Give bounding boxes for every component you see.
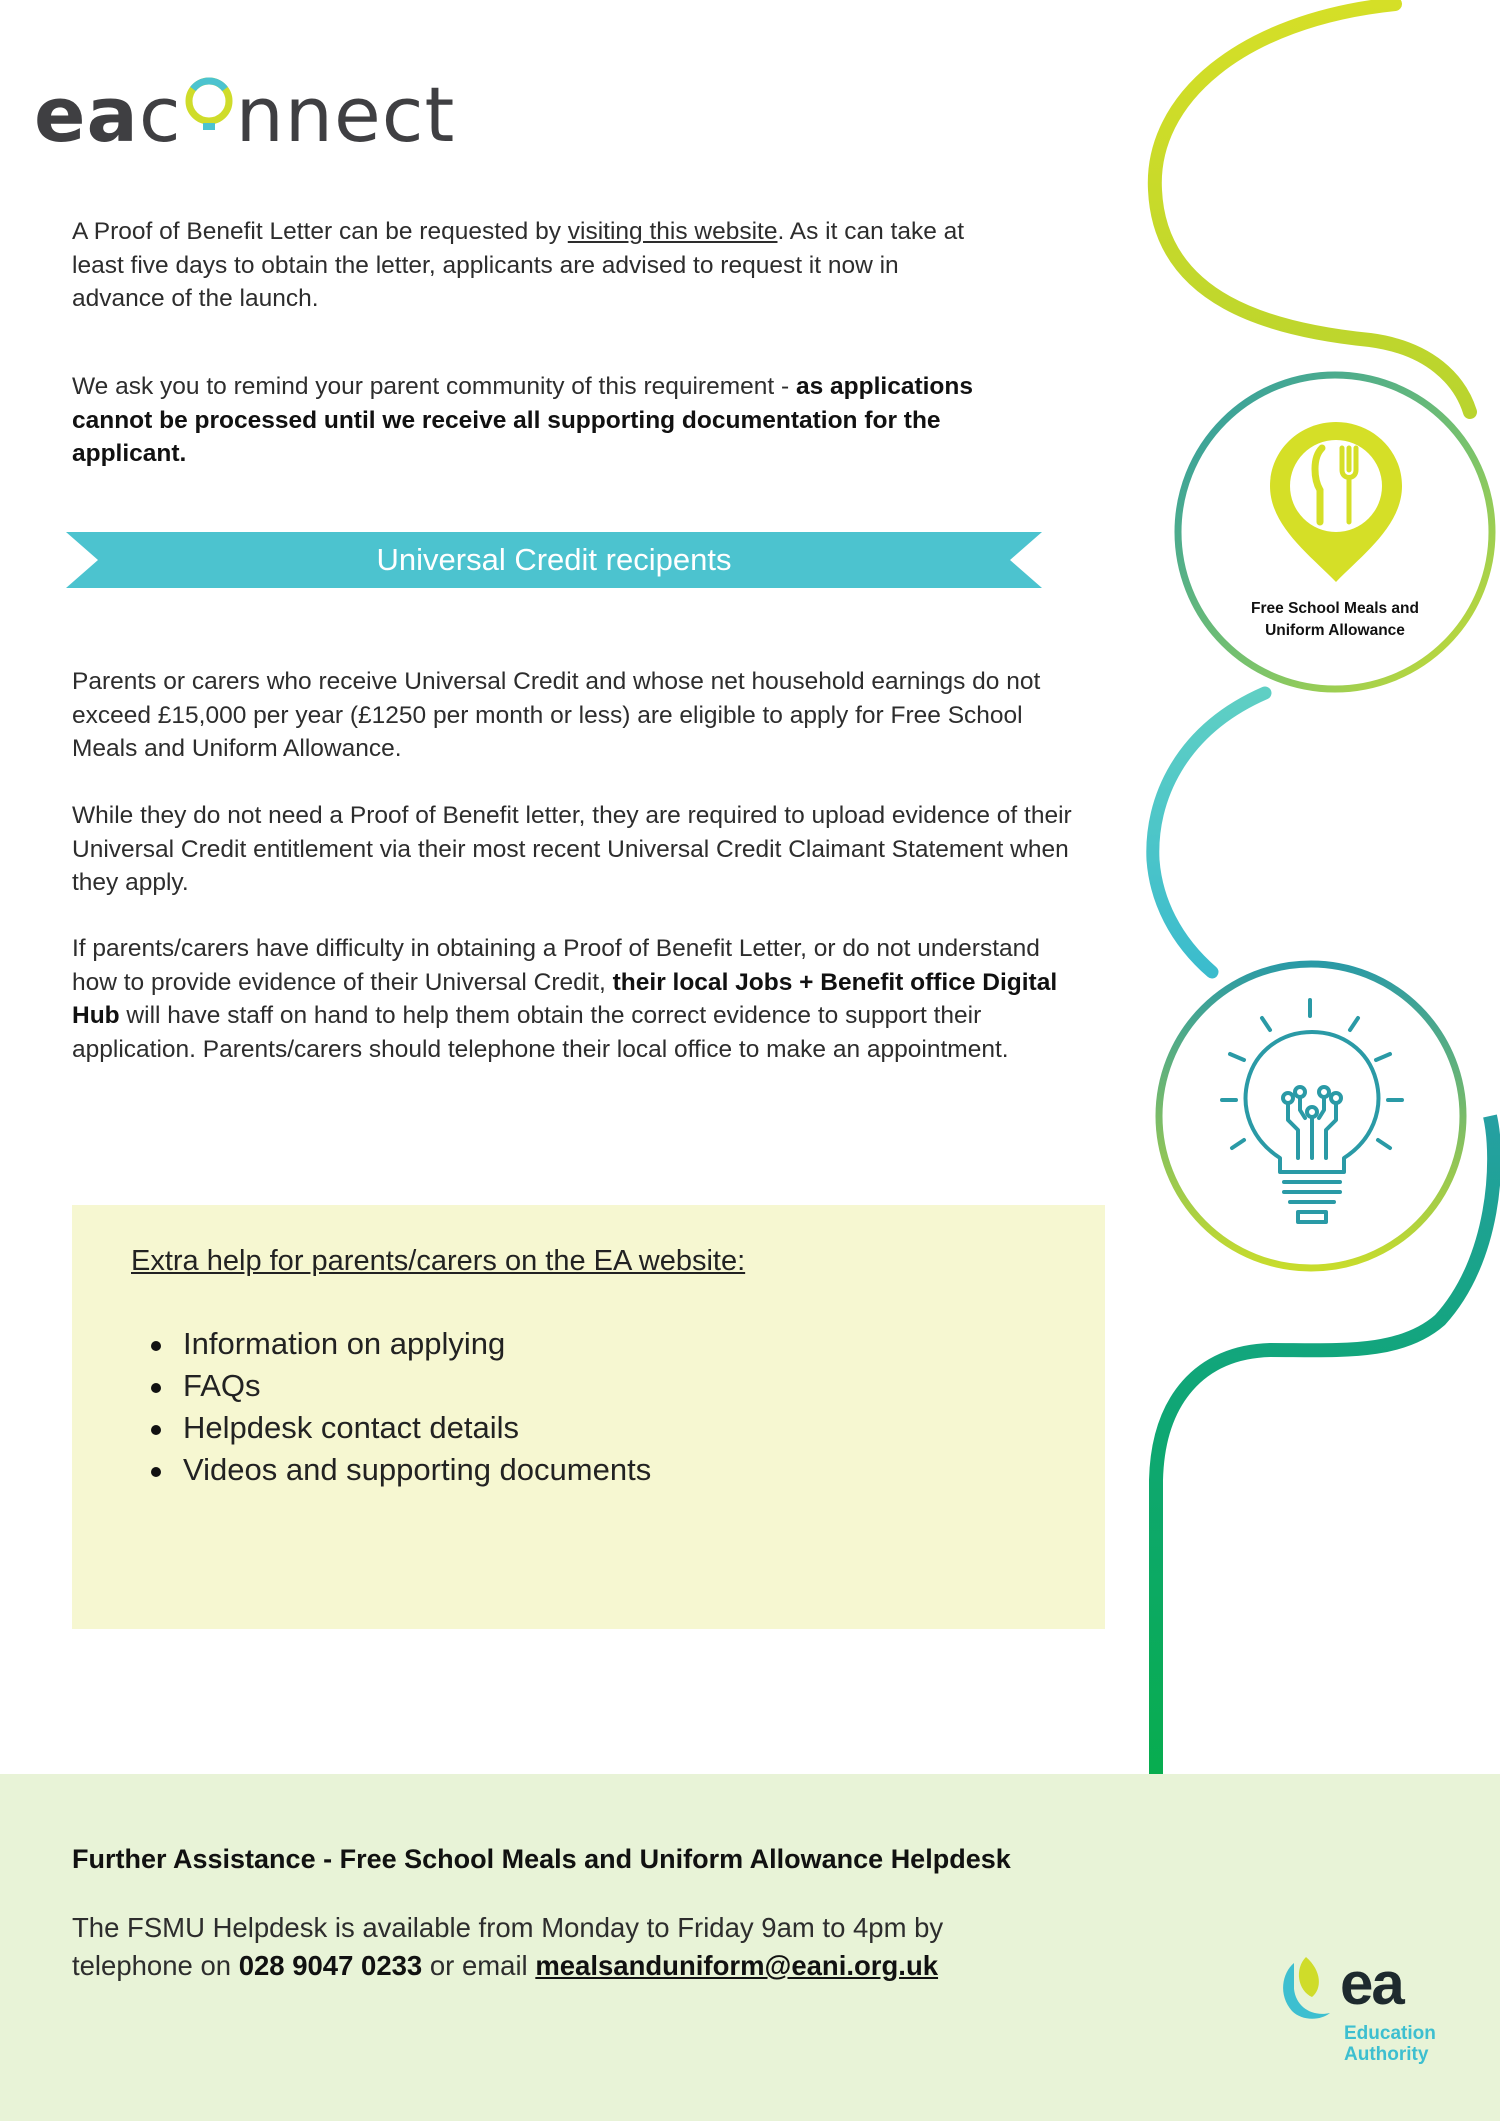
cutlery-pin-icon (1270, 422, 1402, 582)
ea-leaf-icon (1268, 1955, 1348, 2035)
reminder-bold-text: as applications cannot be processed until we receive all supporting documentation for the applicant. (72, 373, 973, 467)
ea-logo-line-1: Education (1344, 2023, 1436, 2044)
extra-help-heading[interactable]: Extra help for parents/carers on the EA website: (131, 1245, 746, 1277)
badge-line-1: Free School Meals and (1251, 600, 1419, 617)
intro-text: A Proof of Benefit Letter can be requested by (72, 218, 568, 245)
eaconnect-logo (34, 70, 455, 160)
footer-heading: Further Assistance - Free School Meals and Uniform Allowance Helpdesk (72, 1844, 1011, 1874)
footer-or-email-text: or email (422, 1950, 536, 1981)
intro-text-after: . As it can take at least five days to obtain the letter, applicants are advised to request it now in advance of the launch. (72, 218, 965, 312)
fsm-badge-label (1220, 598, 1450, 642)
footer-telephone-text: telephone on (72, 1950, 239, 1981)
uc-p3-text-after: will have staff on hand to help them obtain the correct evidence to support their application. Parents/carers should telephone their local office to make an appointment. (72, 1002, 1009, 1063)
education-authority-logo (1268, 1950, 1468, 2075)
logo-text-nnect: nnect (235, 70, 456, 159)
universal-credit-banner (66, 532, 1042, 588)
uc-paragraph-2: While they do not need a Proof of Benefit letter, they are required to upload evidence of their Universal Credit entitlement via their most recent Universal Credit Claimant Statement when they apply. (72, 802, 1072, 896)
footer-line-2 (72, 1947, 1072, 1985)
footer-text (72, 1909, 1072, 1985)
lightbulb-ring-icon (183, 72, 235, 124)
helpdesk-email-link[interactable]: mealsanduniform@eani.org.uk (535, 1950, 939, 1981)
uc-paragraph-3 (72, 932, 1082, 1066)
list-item: FAQs (183, 1365, 651, 1407)
ea-logo-subtitle (1344, 2023, 1436, 2065)
ea-logo-line-2: Authority (1344, 2044, 1429, 2065)
list-item: Information on applying (183, 1323, 651, 1365)
ea-logo-mark: ea (1340, 1950, 1403, 2017)
extra-help-list (131, 1323, 651, 1491)
uc-p3-text: If parents/carers have difficulty in obtaining a Proof of Benefit Letter, or do not understand how to provide evidence of their Universal Credit, (72, 935, 1040, 996)
helpdesk-phone[interactable]: 028 9047 0233 (238, 1950, 423, 1981)
jobs-benefit-office-text: their local Jobs + Benefit office Digital Hub (72, 968, 1058, 1029)
extra-help-box (72, 1205, 1105, 1629)
list-item: Helpdesk contact details (183, 1407, 651, 1449)
reminder-text: We ask you to remind your parent community of this requirement - (72, 373, 796, 400)
logo-text-c: c (138, 70, 182, 159)
badge-line-2: Uniform Allowance (1265, 622, 1405, 639)
list-item: Videos and supporting documents (183, 1449, 651, 1491)
footer-line-1: The FSMU Helpdesk is available from Monday to Friday 9am to 4pm by (72, 1912, 944, 1943)
uc-paragraph-1: Parents or carers who receive Universal Credit and whose net household earnings do not exceed £15,000 per year (£1250 per month or less) are eligible to apply for Free School Meals and Uniform Allowance. (72, 668, 1041, 762)
visiting-website-link[interactable]: visiting this website (567, 218, 778, 245)
reminder-paragraph (72, 370, 1032, 471)
logo-text-ea: ea (34, 70, 139, 159)
lightbulb-icon (1222, 1000, 1402, 1222)
intro-paragraph (72, 215, 972, 316)
footer-assistance (0, 1774, 1500, 2121)
banner-title: Universal Credit recipents (376, 542, 732, 577)
